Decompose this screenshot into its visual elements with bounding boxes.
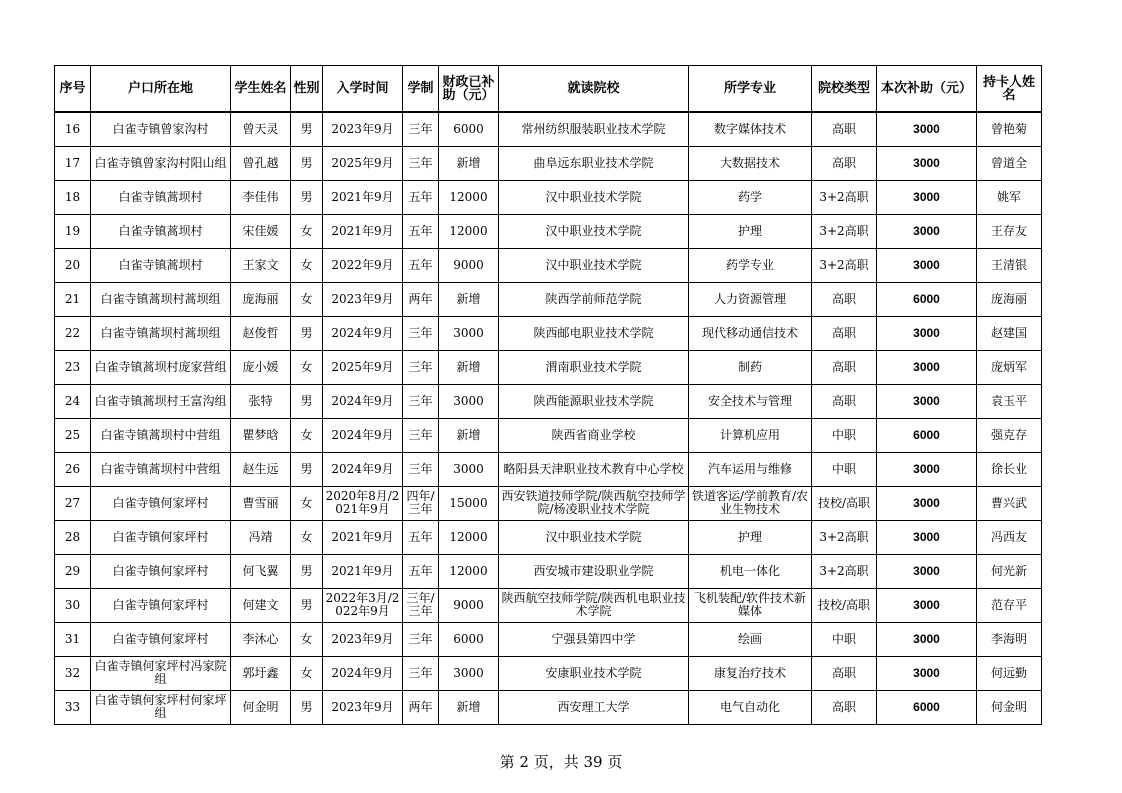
header-major: 所学专业 [689, 66, 812, 113]
cell-student: 张特 [231, 384, 291, 418]
cell-subsidized: 6000 [439, 112, 499, 146]
cell-amount: 6000 [877, 690, 977, 724]
cell-major: 计算机应用 [689, 418, 812, 452]
cell-duration: 三年 [403, 112, 439, 146]
cell-no: 18 [55, 180, 91, 214]
cell-duration: 三年 [403, 622, 439, 656]
cell-amount: 3000 [877, 350, 977, 384]
cell-enroll: 2025年9月 [323, 350, 403, 384]
cell-student: 何飞翼 [231, 554, 291, 588]
cell-enroll: 2021年9月 [323, 180, 403, 214]
cell-school: 陕西航空技师学院/陕西机电职业技术学院 [499, 588, 689, 622]
cell-school: 安康职业技术学院 [499, 656, 689, 690]
cell-enroll: 2024年9月 [323, 418, 403, 452]
cell-enroll: 2023年9月 [323, 690, 403, 724]
cell-subsidized: 15000 [439, 486, 499, 520]
cell-type: 高职 [812, 656, 877, 690]
cell-gender: 女 [291, 214, 323, 248]
cell-subsidized: 3000 [439, 452, 499, 486]
cell-residence: 白雀寺镇蒿坝村 [91, 180, 231, 214]
cell-type: 3+2高职 [812, 520, 877, 554]
cell-enroll: 2022年9月 [323, 248, 403, 282]
cell-no: 31 [55, 622, 91, 656]
cell-major: 护理 [689, 214, 812, 248]
cell-major: 制药 [689, 350, 812, 384]
cell-no: 16 [55, 112, 91, 146]
table-row [55, 316, 1042, 350]
cell-amount: 3000 [877, 588, 977, 622]
cell-student: 何建文 [231, 588, 291, 622]
header-amount: 本次补助（元） [877, 66, 977, 113]
header-enroll: 入学时间 [323, 66, 403, 113]
table-row [55, 452, 1042, 486]
cell-type: 技校/高职 [812, 486, 877, 520]
cell-duration: 三年 [403, 316, 439, 350]
cell-holder: 曾道全 [977, 146, 1042, 180]
cell-residence: 白雀寺镇蒿坝村 [91, 214, 231, 248]
cell-school: 常州纺织服装职业技术学院 [499, 112, 689, 146]
table-row [55, 656, 1042, 690]
cell-duration: 五年 [403, 520, 439, 554]
cell-duration: 三年 [403, 350, 439, 384]
cell-residence: 白雀寺镇蒿坝村庞家营组 [91, 350, 231, 384]
cell-subsidized: 3000 [439, 656, 499, 690]
header-student: 学生姓名 [231, 66, 291, 113]
cell-enroll: 2021年9月 [323, 554, 403, 588]
cell-enroll: 2021年9月 [323, 214, 403, 248]
cell-residence: 白雀寺镇何家坪村 [91, 554, 231, 588]
cell-duration: 两年 [403, 282, 439, 316]
cell-enroll: 2024年9月 [323, 316, 403, 350]
cell-no: 32 [55, 656, 91, 690]
cell-school: 汉中职业技术学院 [499, 214, 689, 248]
subsidy-table [54, 65, 1042, 725]
cell-major: 机电一体化 [689, 554, 812, 588]
cell-school: 汉中职业技术学院 [499, 520, 689, 554]
table-row [55, 520, 1042, 554]
header-school: 就读院校 [499, 66, 689, 113]
cell-no: 17 [55, 146, 91, 180]
cell-school: 西安铁道技师学院/陕西航空技师学院/杨凌职业技术学院 [499, 486, 689, 520]
table-row [55, 146, 1042, 180]
cell-type: 高职 [812, 350, 877, 384]
cell-school: 陕西能源职业技术学院 [499, 384, 689, 418]
cell-duration: 两年 [403, 690, 439, 724]
cell-holder: 何光新 [977, 554, 1042, 588]
cell-subsidized: 9000 [439, 588, 499, 622]
cell-major: 汽车运用与维修 [689, 452, 812, 486]
cell-type: 中职 [812, 452, 877, 486]
cell-student: 庞海丽 [231, 282, 291, 316]
cell-enroll: 2023年9月 [323, 112, 403, 146]
table-row [55, 418, 1042, 452]
cell-amount: 3000 [877, 554, 977, 588]
table-row [55, 588, 1042, 622]
cell-student: 曾孔越 [231, 146, 291, 180]
cell-school: 汉中职业技术学院 [499, 248, 689, 282]
cell-type: 高职 [812, 690, 877, 724]
table-row [55, 350, 1042, 384]
cell-enroll: 2020年8月/2021年9月 [323, 486, 403, 520]
cell-no: 22 [55, 316, 91, 350]
cell-major: 药学专业 [689, 248, 812, 282]
cell-enroll: 2022年3月/2022年9月 [323, 588, 403, 622]
cell-school: 曲阜远东职业技术学院 [499, 146, 689, 180]
header-subsidized: 财政已补助（元） [439, 66, 499, 113]
cell-school: 陕西邮电职业技术学院 [499, 316, 689, 350]
cell-gender: 女 [291, 282, 323, 316]
cell-no: 20 [55, 248, 91, 282]
cell-school: 西安理工大学 [499, 690, 689, 724]
cell-gender: 男 [291, 180, 323, 214]
cell-gender: 男 [291, 690, 323, 724]
cell-amount: 3000 [877, 180, 977, 214]
cell-amount: 3000 [877, 622, 977, 656]
cell-school: 宁强县第四中学 [499, 622, 689, 656]
table-row [55, 180, 1042, 214]
cell-major: 康复治疗技术 [689, 656, 812, 690]
cell-student: 李沐心 [231, 622, 291, 656]
cell-duration: 三年 [403, 418, 439, 452]
cell-major: 现代移动通信技术 [689, 316, 812, 350]
cell-subsidized: 新增 [439, 418, 499, 452]
cell-amount: 6000 [877, 282, 977, 316]
cell-subsidized: 新增 [439, 146, 499, 180]
cell-major: 人力资源管理 [689, 282, 812, 316]
cell-holder: 袁玉平 [977, 384, 1042, 418]
cell-type: 3+2高职 [812, 248, 877, 282]
table-row [55, 690, 1042, 724]
cell-amount: 3000 [877, 486, 977, 520]
table-row [55, 554, 1042, 588]
cell-holder: 曾艳菊 [977, 112, 1042, 146]
cell-gender: 女 [291, 418, 323, 452]
cell-gender: 男 [291, 384, 323, 418]
cell-holder: 何金明 [977, 690, 1042, 724]
page-footer: 第 2 页，共 39 页 [499, 753, 623, 771]
cell-major: 数字媒体技术 [689, 112, 812, 146]
cell-residence: 白雀寺镇曾家沟村 [91, 112, 231, 146]
cell-no: 24 [55, 384, 91, 418]
cell-type: 高职 [812, 282, 877, 316]
cell-student: 赵俊哲 [231, 316, 291, 350]
cell-residence: 白雀寺镇何家坪村 [91, 588, 231, 622]
header-type: 院校类型 [812, 66, 877, 113]
cell-gender: 女 [291, 622, 323, 656]
cell-no: 28 [55, 520, 91, 554]
cell-type: 3+2高职 [812, 214, 877, 248]
cell-type: 高职 [812, 112, 877, 146]
cell-holder: 强克存 [977, 418, 1042, 452]
cell-major: 药学 [689, 180, 812, 214]
cell-duration: 五年 [403, 248, 439, 282]
cell-duration: 三年 [403, 146, 439, 180]
cell-no: 30 [55, 588, 91, 622]
cell-school: 略阳县天津职业技术教育中心学校 [499, 452, 689, 486]
cell-enroll: 2024年9月 [323, 384, 403, 418]
header-row [55, 66, 1042, 113]
cell-student: 李佳伟 [231, 180, 291, 214]
cell-no: 33 [55, 690, 91, 724]
cell-gender: 男 [291, 554, 323, 588]
cell-holder: 何远勤 [977, 656, 1042, 690]
cell-residence: 白雀寺镇曾家沟村阳山组 [91, 146, 231, 180]
cell-school: 汉中职业技术学院 [499, 180, 689, 214]
table-row [55, 384, 1042, 418]
cell-duration: 三年 [403, 452, 439, 486]
cell-school: 陕西学前师范学院 [499, 282, 689, 316]
cell-type: 高职 [812, 316, 877, 350]
cell-gender: 男 [291, 112, 323, 146]
cell-holder: 王存友 [977, 214, 1042, 248]
cell-student: 曹雪丽 [231, 486, 291, 520]
cell-school: 西安城市建设职业学院 [499, 554, 689, 588]
cell-holder: 姚军 [977, 180, 1042, 214]
header-holder: 持卡人姓名 [977, 66, 1042, 113]
cell-major: 护理 [689, 520, 812, 554]
cell-gender: 女 [291, 520, 323, 554]
cell-residence: 白雀寺镇蒿坝村 [91, 248, 231, 282]
cell-enroll: 2024年9月 [323, 656, 403, 690]
cell-no: 29 [55, 554, 91, 588]
table-row [55, 214, 1042, 248]
cell-subsidized: 9000 [439, 248, 499, 282]
cell-holder: 范存平 [977, 588, 1042, 622]
cell-school: 陕西省商业学校 [499, 418, 689, 452]
cell-holder: 曹兴武 [977, 486, 1042, 520]
table-body [55, 112, 1042, 724]
cell-type: 中职 [812, 418, 877, 452]
header-duration: 学制 [403, 66, 439, 113]
cell-duration: 五年 [403, 180, 439, 214]
cell-residence: 白雀寺镇蒿坝村蒿坝组 [91, 282, 231, 316]
cell-gender: 女 [291, 656, 323, 690]
cell-subsidized: 新增 [439, 350, 499, 384]
cell-subsidized: 12000 [439, 554, 499, 588]
cell-duration: 五年 [403, 554, 439, 588]
table-row [55, 112, 1042, 146]
cell-subsidized: 12000 [439, 180, 499, 214]
table-row [55, 486, 1042, 520]
cell-residence: 白雀寺镇蒿坝村中营组 [91, 418, 231, 452]
header-no: 序号 [55, 66, 91, 113]
cell-enroll: 2021年9月 [323, 520, 403, 554]
cell-school: 渭南职业技术学院 [499, 350, 689, 384]
cell-amount: 3000 [877, 248, 977, 282]
cell-holder: 冯西友 [977, 520, 1042, 554]
cell-subsidized: 12000 [439, 214, 499, 248]
cell-type: 高职 [812, 146, 877, 180]
cell-duration: 四年/三年 [403, 486, 439, 520]
cell-type: 3+2高职 [812, 554, 877, 588]
cell-student: 何金明 [231, 690, 291, 724]
cell-subsidized: 6000 [439, 622, 499, 656]
cell-type: 高职 [812, 384, 877, 418]
table-row [55, 622, 1042, 656]
cell-residence: 白雀寺镇何家坪村 [91, 486, 231, 520]
cell-holder: 王清银 [977, 248, 1042, 282]
cell-amount: 3000 [877, 656, 977, 690]
cell-no: 25 [55, 418, 91, 452]
cell-student: 曾天灵 [231, 112, 291, 146]
cell-subsidized: 3000 [439, 316, 499, 350]
cell-duration: 三年 [403, 656, 439, 690]
header-residence: 户口所在地 [91, 66, 231, 113]
cell-type: 中职 [812, 622, 877, 656]
cell-holder: 庞海丽 [977, 282, 1042, 316]
cell-major: 铁道客运/学前教育/农业生物技术 [689, 486, 812, 520]
cell-amount: 3000 [877, 520, 977, 554]
cell-gender: 男 [291, 452, 323, 486]
cell-amount: 3000 [877, 146, 977, 180]
cell-holder: 赵建国 [977, 316, 1042, 350]
cell-amount: 3000 [877, 112, 977, 146]
table-row [55, 248, 1042, 282]
cell-student: 赵生远 [231, 452, 291, 486]
cell-student: 瞿梦晗 [231, 418, 291, 452]
cell-major: 绘画 [689, 622, 812, 656]
cell-duration: 三年 [403, 384, 439, 418]
cell-gender: 女 [291, 350, 323, 384]
cell-subsidized: 新增 [439, 690, 499, 724]
cell-enroll: 2024年9月 [323, 452, 403, 486]
cell-duration: 五年 [403, 214, 439, 248]
cell-enroll: 2023年9月 [323, 622, 403, 656]
cell-no: 23 [55, 350, 91, 384]
cell-holder: 庞炳军 [977, 350, 1042, 384]
cell-no: 26 [55, 452, 91, 486]
cell-student: 宋佳媛 [231, 214, 291, 248]
cell-type: 3+2高职 [812, 180, 877, 214]
cell-residence: 白雀寺镇何家坪村冯家院组 [91, 656, 231, 690]
cell-gender: 女 [291, 486, 323, 520]
cell-gender: 男 [291, 146, 323, 180]
cell-residence: 白雀寺镇蒿坝村王富沟组 [91, 384, 231, 418]
cell-subsidized: 12000 [439, 520, 499, 554]
cell-enroll: 2023年9月 [323, 282, 403, 316]
cell-amount: 6000 [877, 418, 977, 452]
cell-amount: 3000 [877, 316, 977, 350]
cell-student: 冯靖 [231, 520, 291, 554]
cell-amount: 3000 [877, 452, 977, 486]
cell-gender: 女 [291, 248, 323, 282]
table-row [55, 282, 1042, 316]
cell-student: 郭圩鑫 [231, 656, 291, 690]
cell-major: 大数据技术 [689, 146, 812, 180]
cell-residence: 白雀寺镇何家坪村 [91, 622, 231, 656]
cell-major: 安全技术与管理 [689, 384, 812, 418]
cell-duration: 三年/三年 [403, 588, 439, 622]
cell-amount: 3000 [877, 384, 977, 418]
cell-student: 庞小媛 [231, 350, 291, 384]
cell-subsidized: 3000 [439, 384, 499, 418]
cell-student: 王家文 [231, 248, 291, 282]
cell-residence: 白雀寺镇蒿坝村中营组 [91, 452, 231, 486]
cell-major: 飞机装配/软件技术新媒体 [689, 588, 812, 622]
cell-no: 21 [55, 282, 91, 316]
cell-type: 技校/高职 [812, 588, 877, 622]
cell-holder: 徐长业 [977, 452, 1042, 486]
cell-residence: 白雀寺镇蒿坝村蒿坝组 [91, 316, 231, 350]
header-gender: 性别 [291, 66, 323, 113]
cell-no: 19 [55, 214, 91, 248]
cell-gender: 男 [291, 588, 323, 622]
cell-major: 电气自动化 [689, 690, 812, 724]
cell-residence: 白雀寺镇何家坪村何家坪组 [91, 690, 231, 724]
cell-residence: 白雀寺镇何家坪村 [91, 520, 231, 554]
cell-holder: 李海明 [977, 622, 1042, 656]
cell-no: 27 [55, 486, 91, 520]
cell-enroll: 2025年9月 [323, 146, 403, 180]
cell-subsidized: 新增 [439, 282, 499, 316]
cell-amount: 3000 [877, 214, 977, 248]
cell-gender: 男 [291, 316, 323, 350]
